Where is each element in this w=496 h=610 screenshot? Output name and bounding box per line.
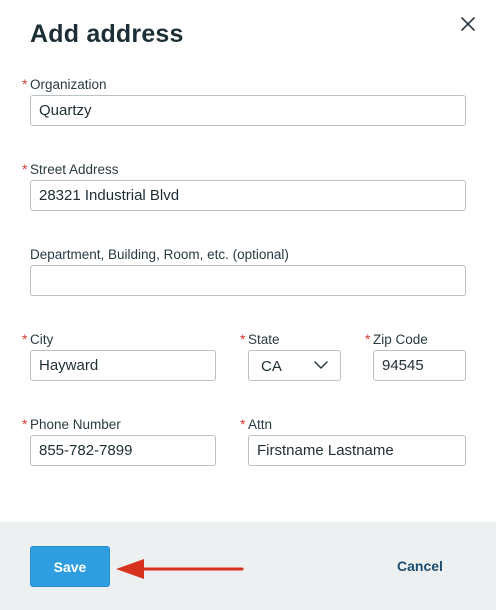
department-input[interactable]: [30, 265, 466, 296]
phone-number-input[interactable]: [30, 435, 216, 466]
department-label: Department, Building, Room, etc. (optional): [30, 247, 289, 262]
zip-code-label: * Zip Code: [365, 331, 428, 347]
arrow-left-icon: [114, 554, 246, 584]
attn-label: * Attn: [240, 416, 273, 432]
cancel-button[interactable]: Cancel: [397, 558, 443, 574]
phone-number-label: * Phone Number: [22, 416, 121, 432]
attn-input[interactable]: [248, 435, 466, 466]
close-icon[interactable]: [456, 12, 480, 36]
required-marker: *: [240, 416, 246, 432]
zip-code-input[interactable]: [373, 350, 466, 381]
state-label: * State: [240, 331, 280, 347]
organization-label: * Organization: [22, 76, 107, 92]
state-select-value: CA: [261, 358, 282, 375]
required-marker: *: [22, 76, 28, 92]
dialog-title: Add address: [30, 20, 184, 48]
street-address-input[interactable]: [30, 180, 466, 211]
required-marker: *: [22, 416, 28, 432]
required-marker: *: [22, 331, 28, 347]
required-marker: *: [365, 331, 371, 347]
dialog-footer: [0, 522, 496, 610]
save-button[interactable]: Save: [30, 546, 110, 587]
city-label: * City: [22, 331, 54, 347]
organization-input[interactable]: [30, 95, 466, 126]
required-marker: *: [240, 331, 246, 347]
required-marker: *: [22, 161, 28, 177]
chevron-down-icon: [314, 360, 328, 370]
city-input[interactable]: [30, 350, 216, 381]
state-select[interactable]: [248, 350, 341, 381]
street-address-label: * Street Address: [22, 161, 119, 177]
